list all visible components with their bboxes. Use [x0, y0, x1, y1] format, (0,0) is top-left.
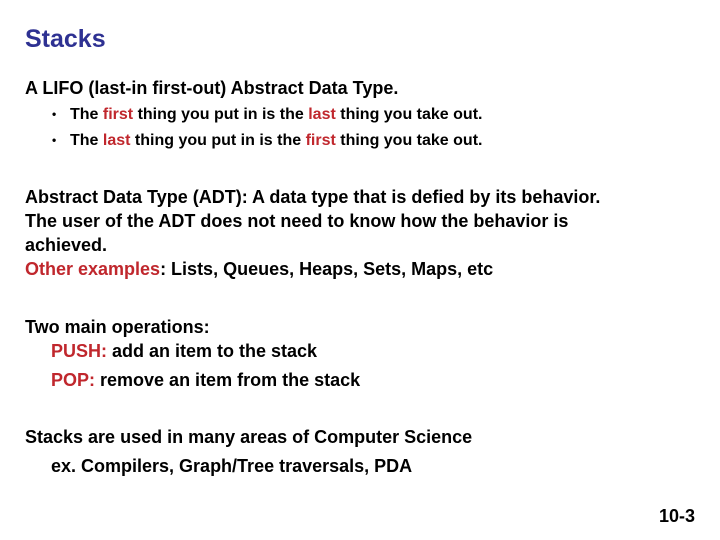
operations-heading: Two main operations:: [25, 317, 210, 337]
usage-line-1: Stacks are used in many areas of Computer Science: [25, 427, 473, 447]
push-description: add an item to the stack: [107, 341, 318, 361]
bullet-text-middle: thing you put in is the: [130, 132, 306, 149]
other-examples-line: [25, 257, 493, 281]
other-examples-label: Other examples: [25, 259, 161, 279]
push-operation: [51, 339, 317, 363]
bullet-text-middle: thing you put in is the: [133, 106, 309, 123]
slide-number: 10-3: [658, 506, 695, 526]
adt-definition-line-2: The user of the ADT does not need to know how the behavior is: [25, 211, 569, 231]
intro-text: A LIFO (last-in first-out) Abstract Data Type.: [25, 78, 399, 98]
bullet-text-suffix: thing you take out.: [335, 106, 483, 123]
adt-definition-line-3: achieved.: [25, 235, 108, 255]
pop-label: POP:: [51, 370, 96, 390]
usage-line-2: ex. Compilers, Graph/Tree traversals, PDA: [51, 456, 413, 476]
bullet-dot: •: [52, 107, 57, 121]
highlight-word-last: last: [308, 106, 336, 123]
other-examples-list: : Lists, Queues, Heaps, Sets, Maps, etc: [160, 259, 494, 279]
bullet-text-suffix: thing you take out.: [335, 132, 483, 149]
bullet-item-first-last: [52, 103, 482, 126]
pop-operation: [51, 368, 360, 392]
highlight-word-first: first: [305, 132, 336, 149]
adt-definition-line-1: Abstract Data Type (ADT): A data type that is defied by its behavior.: [25, 187, 601, 207]
pop-description: remove an item from the stack: [95, 370, 361, 390]
bullet-text-prefix: The: [70, 132, 103, 149]
highlight-word-first: first: [102, 106, 134, 123]
bullet-dot: •: [52, 133, 57, 147]
highlight-word-last: last: [102, 132, 131, 149]
bullet-item-last-first: [52, 129, 482, 152]
bullet-text-prefix: The: [70, 106, 103, 123]
push-label: PUSH:: [51, 341, 108, 361]
slide-title: Stacks: [25, 25, 106, 53]
